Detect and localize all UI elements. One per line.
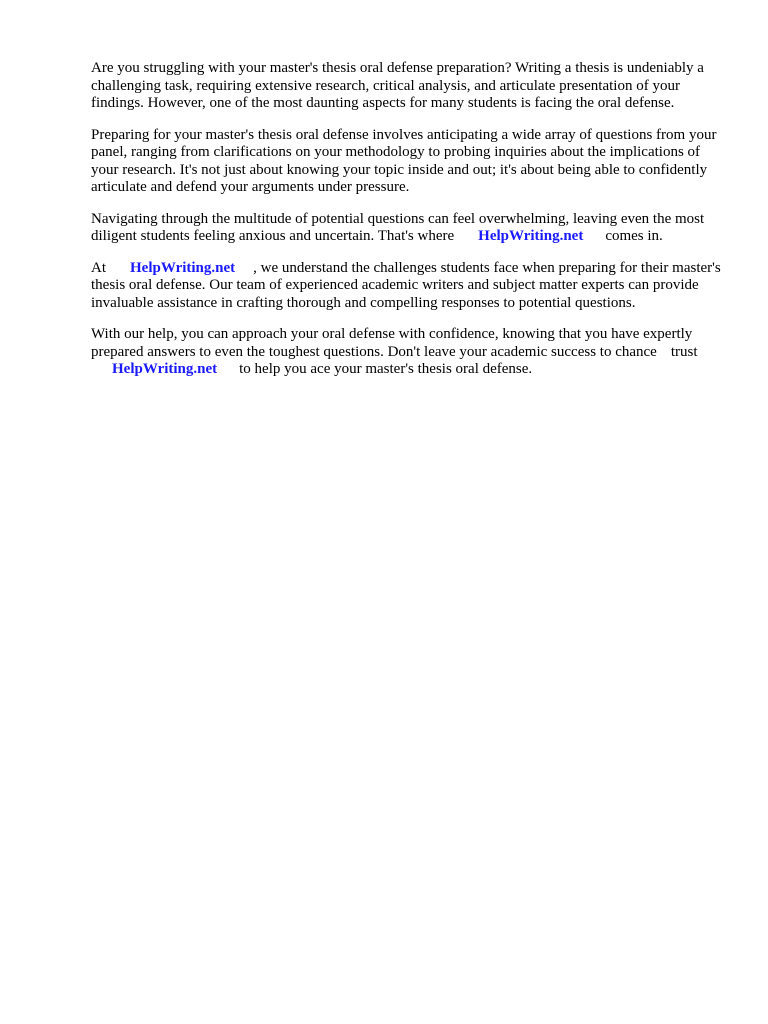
paragraph-closing-trust: trust xyxy=(670,343,698,360)
paragraph-about-text: , we understand the challenges students face when preparing for their master's thesis oral defense. Our team of experienced academic writers and subject matter experts can provide invaluable assistance in crafting thorough and compelling responses to potential questions. xyxy=(91,259,721,311)
helpwriting-link[interactable]: HelpWriting.net xyxy=(112,361,218,377)
paragraph-intro: Are you struggling with your master's thesis oral defense preparation? Writing a thesis is undeniably a challenging task, requiring extensive research, critical analysis, and articulate presentation of your findings. However, one of the most daunting aspects for many students is facing the oral defense. xyxy=(91,60,704,111)
paragraph-navigating-text: Navigating through the multitude of potential questions can feel overwhelming, leaving even the most diligent students feeling anxious and uncertain. That's where xyxy=(91,210,705,244)
paragraph-closing-text: With our help, you can approach your oral defense with confidence, knowing that you have expertly prepared answers to even the toughest questions. Don't leave your academic success to chance xyxy=(91,326,693,360)
document-body xyxy=(91,60,723,393)
helpwriting-link[interactable]: HelpWriting.net xyxy=(478,228,584,244)
paragraph-closing xyxy=(91,326,723,379)
paragraph-about xyxy=(91,260,723,313)
helpwriting-link[interactable]: HelpWriting.net xyxy=(130,259,236,276)
paragraph-navigating-end: comes in. xyxy=(605,228,663,244)
paragraph-navigating xyxy=(91,211,723,246)
paragraph-preparation: Preparing for your master's thesis oral defense involves anticipating a wide array of questions from your panel, ranging from clarifications on your methodology to probing inquiries about the implications of your research. It's not just about knowing your topic inside and out; it's about being able to confidently articulate and defend your arguments under pressure. xyxy=(91,126,717,195)
paragraph-closing-end: to help you ace your master's thesis oral defense. xyxy=(239,361,533,377)
paragraph-about-start: At xyxy=(91,259,106,276)
